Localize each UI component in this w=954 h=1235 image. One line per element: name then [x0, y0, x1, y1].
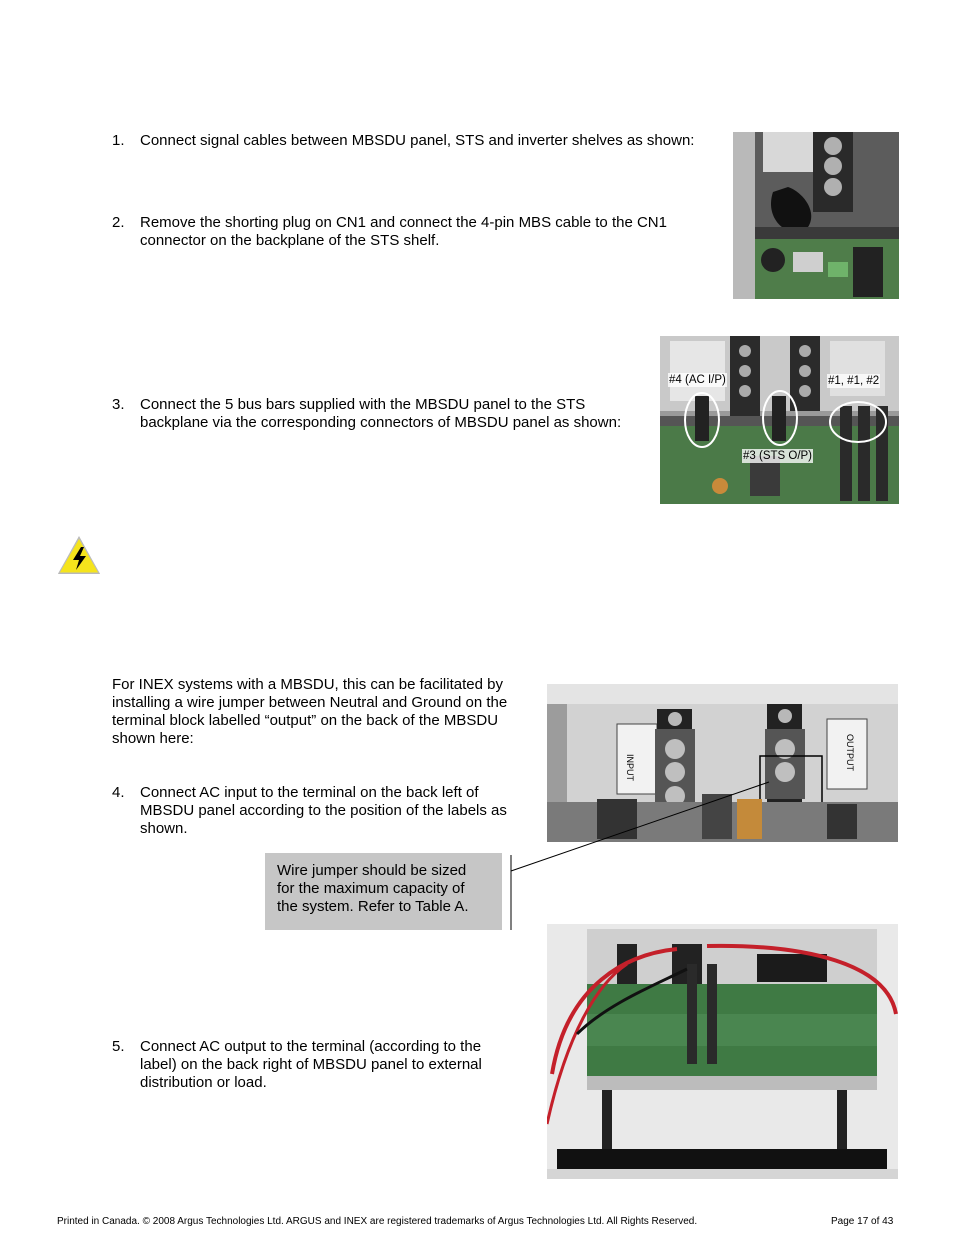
wire-jumper-callout — [265, 853, 502, 930]
step-number: 4. — [112, 784, 125, 801]
callout-line-1: Wire jumper should be sized — [277, 862, 467, 879]
step-text-line-2: MBSDU panel according to the position of the labels as — [140, 802, 507, 819]
paragraph-line-2: installing a wire jumper between Neutral and Ground on the — [112, 694, 508, 711]
step-text-line-2: label) on the back right of MBSDU panel to external — [140, 1056, 482, 1073]
photo-sts-connector — [733, 132, 899, 299]
step-text-line-1: Remove the shorting plug on CN1 and connect the 4-pin MBS cable to the CN1 — [140, 214, 667, 231]
step-number: 3. — [112, 396, 125, 413]
label-output: OUTPUT — [845, 734, 855, 771]
step-5 — [112, 1038, 532, 1092]
callout-line-2: for the maximum capacity of — [277, 880, 465, 897]
label-bus-bars: #1, #1, #2 — [828, 375, 880, 387]
paragraph-line-4: shown here: — [112, 730, 194, 747]
step-text-line-2: connector on the backplane of the STS shelf. — [140, 232, 440, 249]
step-text-line-1: Connect the 5 bus bars supplied with the MBSDU panel to the STS — [140, 396, 586, 413]
footer-page-number: Page 17 of 43 — [831, 1216, 894, 1227]
step-1 — [112, 132, 722, 150]
step-number: 2. — [112, 214, 125, 231]
step-text: Connect signal cables between MBSDU panel, STS and inverter shelves as shown: — [140, 132, 695, 149]
step-text-line-3: shown. — [140, 820, 188, 837]
callout-line-3: the system. Refer to Table A. — [277, 898, 469, 915]
label-ac-input: #4 (AC I/P) — [669, 374, 726, 386]
step-text-line-1: Connect AC input to the terminal on the back left of — [140, 784, 479, 801]
warning-electrical-hazard-icon — [56, 534, 102, 576]
callout-leader-line — [505, 780, 775, 935]
step-2 — [112, 214, 712, 250]
step-text-line-2: backplane via the corresponding connectors of MBSDU panel as shown: — [140, 414, 622, 431]
label-sts-output: #3 (STS O/P) — [743, 450, 813, 462]
step-number: 1. — [112, 132, 125, 149]
label-input: INPUT — [625, 754, 635, 781]
step-text-line-1: Connect AC output to the terminal (according to the — [140, 1038, 482, 1055]
inex-jumper-paragraph — [112, 676, 532, 748]
photo-system-rack — [547, 924, 898, 1179]
footer-copyright: Printed in Canada. © 2008 Argus Technologies Ltd. ARGUS and INEX are registered trademarks of Argus Technologies Ltd. All Rights Reserved. — [57, 1216, 698, 1227]
step-text-line-3: distribution or load. — [140, 1074, 267, 1091]
step-number: 5. — [112, 1038, 125, 1055]
step-4 — [112, 784, 532, 838]
paragraph-line-3: terminal block labelled “output” on the back of the MBSDU — [112, 712, 499, 729]
step-3 — [112, 396, 652, 432]
paragraph-line-1: For INEX systems with a MBSDU, this can be facilitated by — [112, 676, 503, 693]
photo-bus-bars — [660, 336, 899, 504]
